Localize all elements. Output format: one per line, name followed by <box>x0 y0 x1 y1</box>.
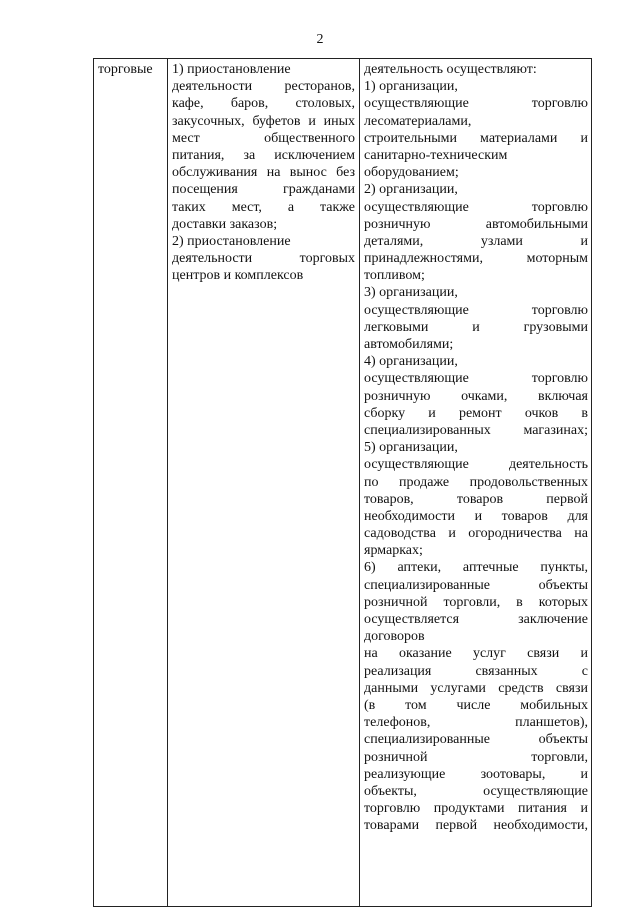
column-3-text <box>360 59 591 834</box>
text-line: данными услугами средств связи <box>364 680 588 696</box>
text-line: 1) организации, <box>364 79 458 95</box>
text-line: легковыми и грузовыми <box>364 319 588 335</box>
text-line: осуществляющие торговлю <box>364 96 588 112</box>
text-line: на оказание услуг связи и <box>364 646 588 662</box>
text-line: товарами первой необходимости, <box>364 818 588 834</box>
text-line: (в том числе мобильных <box>364 697 588 713</box>
text-line: по продаже продовольственных <box>364 474 588 490</box>
text-line: принадлежностями, моторным <box>364 251 588 267</box>
table-row <box>94 59 592 907</box>
text-line: оборудованием; <box>364 165 459 181</box>
text-line: строительными материалами и <box>364 130 588 146</box>
column-2-cell <box>168 59 360 907</box>
text-line: торговлю продуктами питания и <box>364 801 588 817</box>
text-line: розничной торговли, в которых <box>364 594 588 610</box>
text-line: объекты, осуществляющие <box>364 783 588 799</box>
column-3-cell <box>360 59 592 907</box>
column-1-text <box>94 59 167 78</box>
text-line: таких мест, а также <box>172 199 355 215</box>
text-line: 5) организации, <box>364 440 458 456</box>
text-line: 4) организации, <box>364 354 458 370</box>
text-line: осуществляется заключение <box>364 612 588 627</box>
text-line: обслуживания на вынос без <box>172 165 355 181</box>
text-line: розничную очками, включая <box>364 388 588 404</box>
text-line: 1) приостановление <box>172 62 291 77</box>
text-line: центров и комплексов <box>172 268 304 284</box>
text-line: питания, за исключением <box>172 147 355 163</box>
text-line: 2) организации, <box>364 182 458 198</box>
text-line: сборку и ремонт очков в <box>364 405 588 421</box>
text-line: кафе, баров, столовых, <box>172 96 355 112</box>
text-line: осуществляющие торговлю <box>364 199 588 215</box>
text-line: специализированные объекты <box>364 577 588 593</box>
text-line: специализированных магазинах; <box>364 422 588 438</box>
page-number: 2 <box>316 32 324 47</box>
text-line: осуществляющие деятельность <box>364 457 588 473</box>
text-line: садоводства и огородничества на <box>364 526 588 542</box>
document-table <box>93 58 592 907</box>
text-line: автомобилями; <box>364 337 454 352</box>
text-line: санитарно-техническим <box>364 147 508 163</box>
column-1-cell <box>94 59 168 907</box>
text-line: деятельности торговых <box>172 251 355 267</box>
text-line: мест общественного <box>172 130 355 146</box>
text-line: розничную автомобильными <box>364 216 588 232</box>
text-line: необходимости и товаров для <box>364 508 588 524</box>
text-line: ярмарках; <box>364 543 423 559</box>
text-line: розничной торговли, <box>364 749 588 765</box>
text-line: топливом; <box>364 268 425 284</box>
text-line: закусочных, буфетов и иных <box>172 113 355 129</box>
text-line: 3) организации, <box>364 285 458 301</box>
text-line: деятельность осуществляют: <box>364 62 537 77</box>
text-line: торговые <box>98 62 153 77</box>
text-line: осуществляющие торговлю <box>364 371 588 387</box>
text-line: доставки заказов; <box>172 216 278 232</box>
text-line: 6) аптеки, аптечные пункты, <box>364 560 588 576</box>
text-line: договоров <box>364 629 425 645</box>
text-line: деталями, узлами и <box>364 233 588 249</box>
text-line: реализующие зоотовары, и <box>364 766 588 782</box>
text-line: товаров, товаров первой <box>364 491 588 507</box>
column-2-text <box>168 59 359 284</box>
text-line: лесоматериалами, <box>364 113 472 129</box>
text-line: специализированные объекты <box>364 732 588 748</box>
text-line: 2) приостановление <box>172 233 291 249</box>
text-line: телефонов, планшетов), <box>364 715 588 731</box>
text-line: посещения гражданами <box>172 182 355 198</box>
text-line: осуществляющие торговлю <box>364 302 588 318</box>
text-line: реализация связанных с <box>364 663 588 679</box>
text-line: деятельности ресторанов, <box>172 79 355 95</box>
